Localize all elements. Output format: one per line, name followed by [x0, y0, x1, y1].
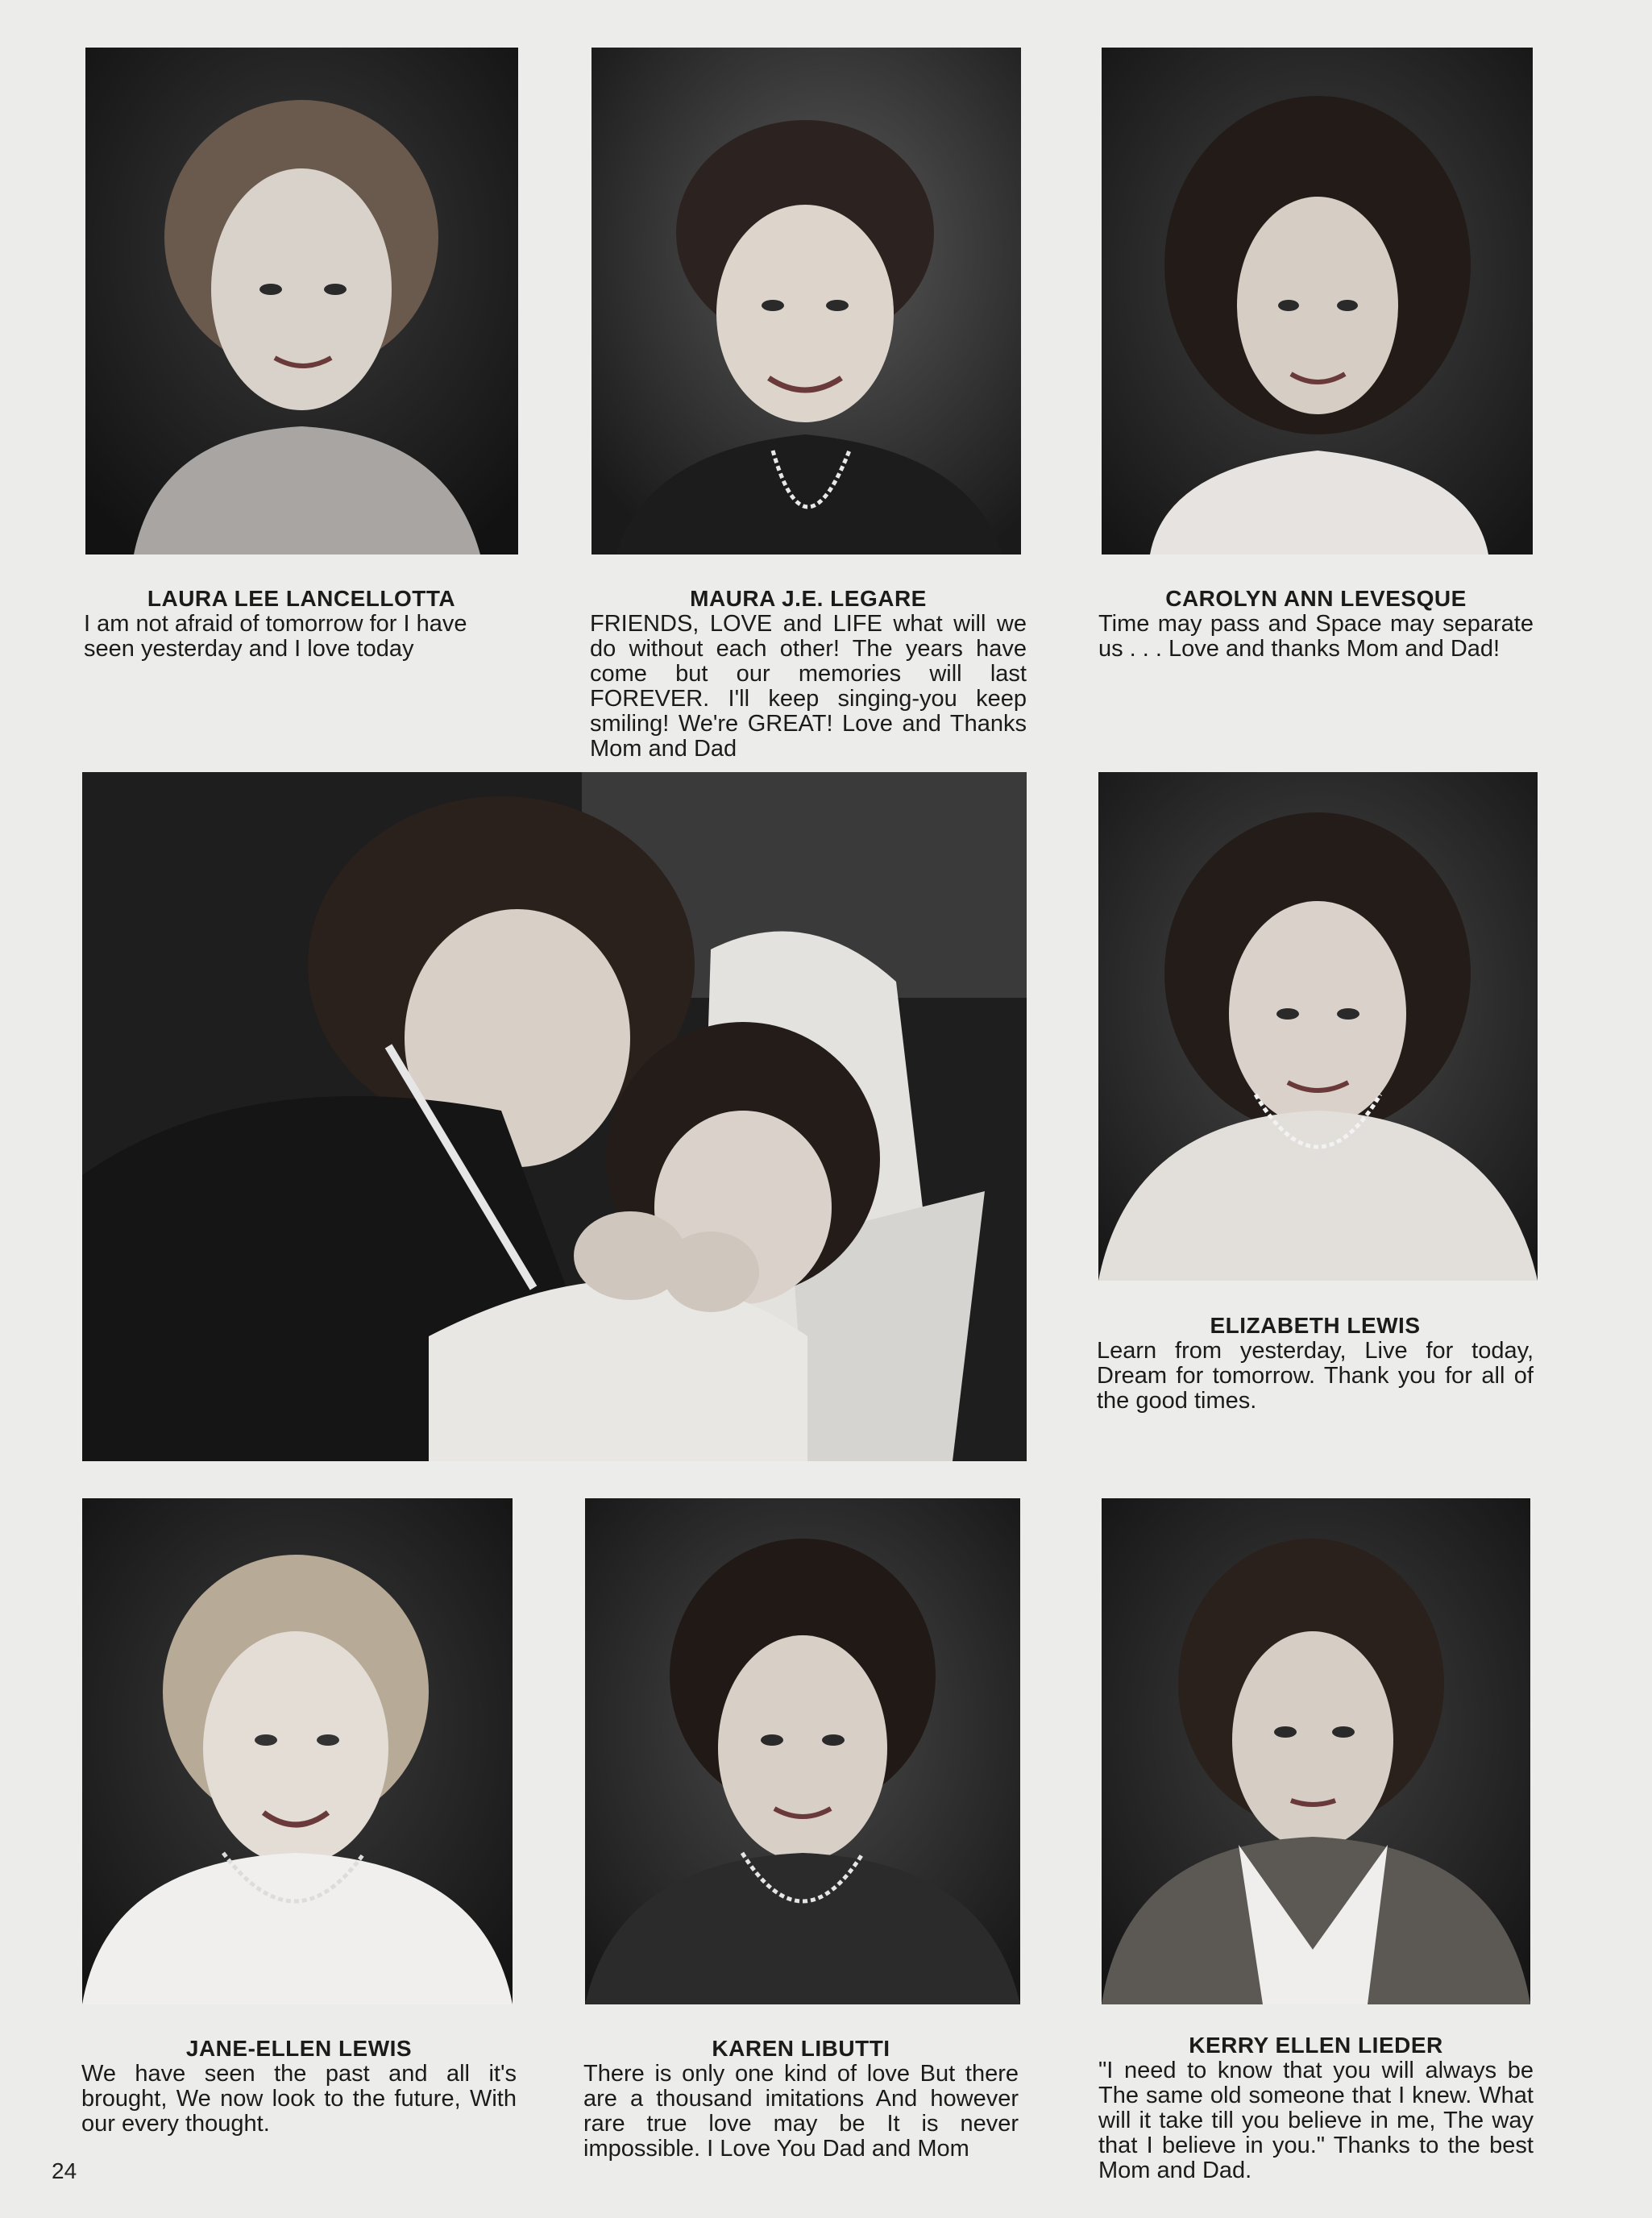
portrait-carolyn-ann-levesque [1102, 48, 1533, 554]
caption-elizabeth-lewis [1097, 1313, 1534, 1414]
portrait-elizabeth-lewis [1098, 772, 1538, 1281]
caption-maura-legare [590, 586, 1027, 762]
caption-carolyn-ann-levesque [1098, 586, 1534, 662]
senior-name: CAROLYN ANN LEVESQUE [1165, 586, 1467, 611]
senior-name: LAURA LEE LANCELLOTTA [147, 586, 456, 611]
caption-kerry-ellen-lieder [1098, 2033, 1534, 2183]
senior-name: ELIZABETH LEWIS [1210, 1313, 1421, 1338]
portrait-laura-lee-lancellotta [85, 48, 518, 554]
senior-quote: Learn from yesterday, Live for today, Dream for tomorrow. Thank you for all of the good times. [1097, 1338, 1534, 1414]
portrait-karen-libutti [585, 1498, 1020, 2004]
portrait-jane-ellen-lewis [82, 1498, 513, 2004]
caption-karen-libutti [583, 2036, 1019, 2162]
portrait-kerry-ellen-lieder [1102, 1498, 1530, 2004]
senior-quote: Time may pass and Space may separate us . . . Love and thanks Mom and Dad! [1098, 611, 1534, 662]
caption-laura-lee-lancellotta [84, 586, 519, 662]
candid-photo [82, 772, 1027, 1461]
senior-name: MAURA J.E. LEGARE [690, 586, 927, 611]
senior-quote: "I need to know that you will always be The same old someone that I knew. What will it take till you believe in me, The way that I believe in you." Thanks to the best Mom and Dad. [1098, 2058, 1534, 2183]
senior-quote: We have seen the past and all it's brought, We now look to the future, With our every thought. [81, 2061, 517, 2137]
senior-quote: FRIENDS, LOVE and LIFE what will we do without each other! The years have come but our memories will last FOREVER. I'll keep singing-you keep smiling! We're GREAT! Love and Thanks Mom and Dad [590, 611, 1027, 762]
caption-jane-ellen-lewis [81, 2036, 517, 2137]
page-number: 24 [52, 2158, 77, 2183]
senior-name: JANE-ELLEN LEWIS [185, 2036, 413, 2061]
senior-name: KAREN LIBUTTI [712, 2036, 890, 2061]
senior-quote: There is only one kind of love But there are a thousand imitations And however rare true love may be It is never impossible. I Love You Dad and Mom [583, 2061, 1019, 2162]
senior-quote: I am not afraid of tomorrow for I have seen yesterday and I love today [84, 611, 467, 662]
senior-name: KERRY ELLEN LIEDER [1189, 2033, 1443, 2058]
portrait-maura-legare [591, 48, 1021, 554]
